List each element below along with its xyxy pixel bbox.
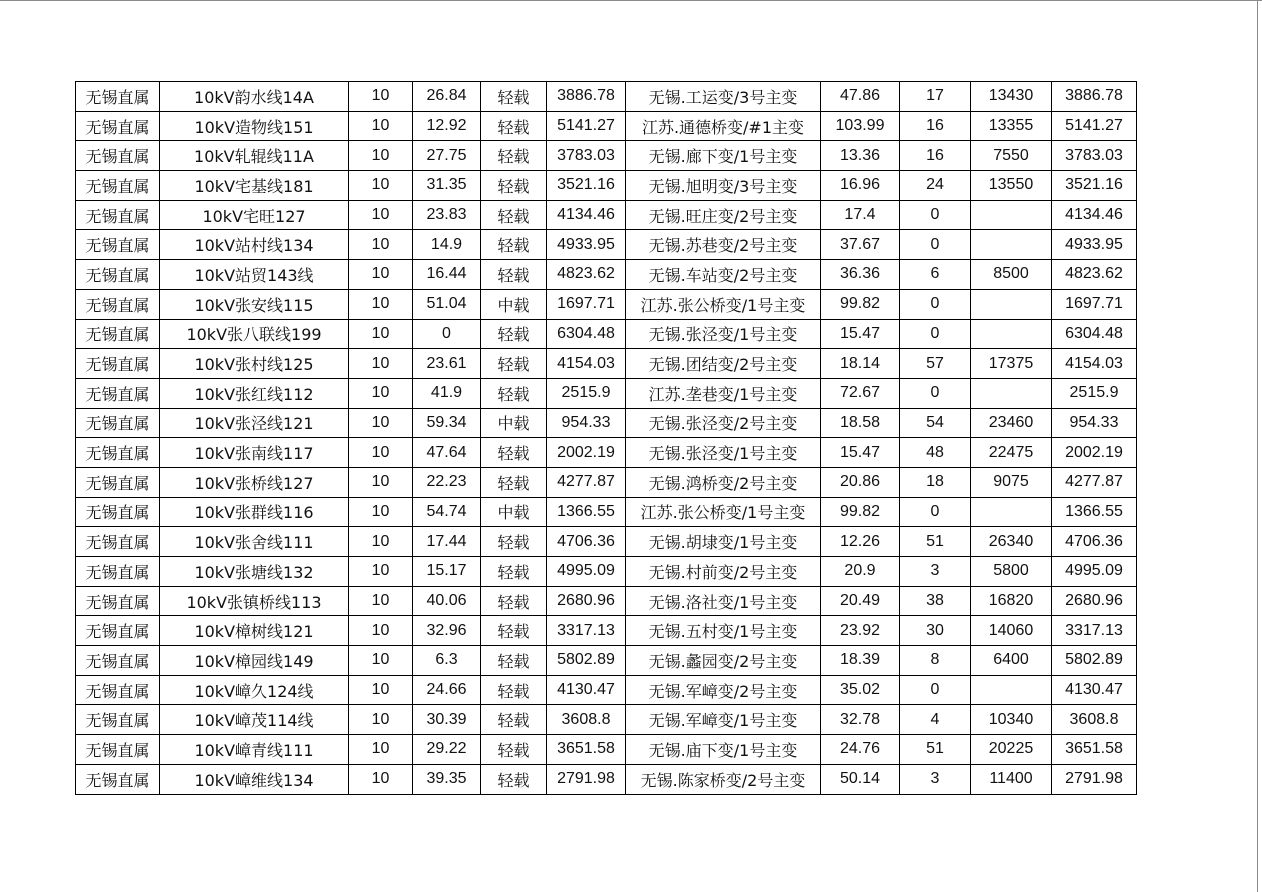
load-status-cell: 轻载 [481,230,547,260]
capacity-margin-cell: 1697.71 [547,289,626,319]
company-cell: 无锡直属 [76,646,160,676]
capacity-cell: 14060 [971,616,1052,646]
count-cell: 3 [900,764,971,794]
table-row [76,378,1137,408]
company-cell: 无锡直属 [76,527,160,557]
margin-cell: 2791.98 [1052,764,1137,794]
table-row [76,289,1137,319]
capacity-cell: 20225 [971,735,1052,765]
company-cell: 无锡直属 [76,705,160,735]
transformer-load-cell: 23.92 [821,616,900,646]
table-row [76,586,1137,616]
substation-transformer-cell: 江苏.通德桥变/#1主变 [626,111,821,141]
feeder-name-cell: 10kV宅旺127 [160,200,349,230]
transformer-load-cell: 103.99 [821,111,900,141]
capacity-cell [971,675,1052,705]
capacity-margin-cell: 2002.19 [547,438,626,468]
load-status-cell: 轻载 [481,111,547,141]
table-row [76,408,1137,438]
count-cell: 0 [900,497,971,527]
substation-transformer-cell: 无锡.张泾变/1号主变 [626,438,821,468]
table-row [76,349,1137,379]
company-cell: 无锡直属 [76,764,160,794]
load-rate-cell: 23.83 [413,200,481,230]
company-cell: 无锡直属 [76,497,160,527]
feeder-name-cell: 10kV宅基线181 [160,171,349,201]
voltage-cell: 10 [349,349,413,379]
transformer-load-cell: 18.58 [821,408,900,438]
table-row [76,141,1137,171]
table-row [76,557,1137,587]
transformer-load-cell: 47.86 [821,82,900,112]
voltage-cell: 10 [349,200,413,230]
load-status-cell: 轻载 [481,438,547,468]
capacity-margin-cell: 954.33 [547,408,626,438]
load-status-cell: 轻载 [481,586,547,616]
capacity-margin-cell: 6304.48 [547,319,626,349]
load-rate-cell: 30.39 [413,705,481,735]
feeder-name-cell: 10kV韵水线14A [160,82,349,112]
feeder-name-cell: 10kV张舍线111 [160,527,349,557]
substation-transformer-cell: 无锡.车站变/2号主变 [626,260,821,290]
transformer-load-cell: 15.47 [821,319,900,349]
load-status-cell: 轻载 [481,675,547,705]
substation-transformer-cell: 无锡.村前变/2号主变 [626,557,821,587]
transformer-load-cell: 50.14 [821,764,900,794]
capacity-cell: 7550 [971,141,1052,171]
load-rate-cell: 17.44 [413,527,481,557]
voltage-cell: 10 [349,260,413,290]
company-cell: 无锡直属 [76,616,160,646]
table-row [76,438,1137,468]
count-cell: 0 [900,289,971,319]
load-rate-cell: 31.35 [413,171,481,201]
load-status-cell: 轻载 [481,349,547,379]
voltage-cell: 10 [349,230,413,260]
capacity-margin-cell: 4995.09 [547,557,626,587]
margin-cell: 5141.27 [1052,111,1137,141]
substation-transformer-cell: 无锡.团结变/2号主变 [626,349,821,379]
transformer-load-cell: 37.67 [821,230,900,260]
capacity-margin-cell: 4134.46 [547,200,626,230]
capacity-cell: 23460 [971,408,1052,438]
feeder-name-cell: 10kV张南线117 [160,438,349,468]
margin-cell: 4933.95 [1052,230,1137,260]
table-body [76,82,1137,795]
company-cell: 无锡直属 [76,289,160,319]
margin-cell: 2002.19 [1052,438,1137,468]
company-cell: 无锡直属 [76,467,160,497]
capacity-margin-cell: 3608.8 [547,705,626,735]
count-cell: 16 [900,141,971,171]
voltage-cell: 10 [349,467,413,497]
voltage-cell: 10 [349,319,413,349]
transformer-load-cell: 18.14 [821,349,900,379]
capacity-cell [971,230,1052,260]
company-cell: 无锡直属 [76,586,160,616]
substation-transformer-cell: 无锡.旭明变/3号主变 [626,171,821,201]
substation-transformer-cell: 江苏.张公桥变/1号主变 [626,289,821,319]
capacity-margin-cell: 4154.03 [547,349,626,379]
capacity-cell [971,319,1052,349]
capacity-margin-cell: 1366.55 [547,497,626,527]
transformer-load-cell: 15.47 [821,438,900,468]
load-rate-cell: 16.44 [413,260,481,290]
count-cell: 0 [900,230,971,260]
table-row [76,467,1137,497]
company-cell: 无锡直属 [76,438,160,468]
load-status-cell: 轻载 [481,378,547,408]
margin-cell: 4130.47 [1052,675,1137,705]
count-cell: 54 [900,408,971,438]
capacity-margin-cell: 4277.87 [547,467,626,497]
load-status-cell: 轻载 [481,319,547,349]
substation-transformer-cell: 江苏.垄巷变/1号主变 [626,378,821,408]
table-row [76,82,1137,112]
voltage-cell: 10 [349,497,413,527]
count-cell: 51 [900,527,971,557]
table-row [76,616,1137,646]
count-cell: 0 [900,319,971,349]
capacity-cell: 26340 [971,527,1052,557]
count-cell: 6 [900,260,971,290]
voltage-cell: 10 [349,675,413,705]
table-row [76,735,1137,765]
load-status-cell: 轻载 [481,764,547,794]
feeder-name-cell: 10kV嶂茂114线 [160,705,349,735]
company-cell: 无锡直属 [76,557,160,587]
voltage-cell: 10 [349,378,413,408]
table-row [76,111,1137,141]
feeder-name-cell: 10kV张红线112 [160,378,349,408]
voltage-cell: 10 [349,289,413,319]
count-cell: 30 [900,616,971,646]
voltage-cell: 10 [349,111,413,141]
load-status-cell: 轻载 [481,557,547,587]
capacity-cell: 8500 [971,260,1052,290]
voltage-cell: 10 [349,764,413,794]
feeder-name-cell: 10kV张桥线127 [160,467,349,497]
table-row [76,497,1137,527]
capacity-cell: 22475 [971,438,1052,468]
margin-cell: 3886.78 [1052,82,1137,112]
table-row [76,230,1137,260]
substation-transformer-cell: 江苏.张公桥变/1号主变 [626,497,821,527]
margin-cell: 3608.8 [1052,705,1137,735]
table-row [76,646,1137,676]
load-status-cell: 轻载 [481,735,547,765]
voltage-cell: 10 [349,586,413,616]
transformer-load-cell: 16.96 [821,171,900,201]
company-cell: 无锡直属 [76,408,160,438]
capacity-cell: 13430 [971,82,1052,112]
count-cell: 0 [900,378,971,408]
count-cell: 57 [900,349,971,379]
voltage-cell: 10 [349,141,413,171]
load-rate-cell: 22.23 [413,467,481,497]
transformer-load-cell: 99.82 [821,289,900,319]
capacity-cell: 16820 [971,586,1052,616]
capacity-cell [971,378,1052,408]
transformer-load-cell: 20.9 [821,557,900,587]
table-row [76,200,1137,230]
margin-cell: 1697.71 [1052,289,1137,319]
voltage-cell: 10 [349,438,413,468]
transformer-load-cell: 12.26 [821,527,900,557]
voltage-cell: 10 [349,705,413,735]
load-status-cell: 轻载 [481,705,547,735]
capacity-cell: 13355 [971,111,1052,141]
page-top-edge [0,0,1262,1]
feeder-load-table [75,81,1137,795]
company-cell: 无锡直属 [76,200,160,230]
load-status-cell: 轻载 [481,527,547,557]
substation-transformer-cell: 无锡.胡埭变/1号主变 [626,527,821,557]
load-rate-cell: 51.04 [413,289,481,319]
count-cell: 24 [900,171,971,201]
voltage-cell: 10 [349,557,413,587]
margin-cell: 3651.58 [1052,735,1137,765]
load-status-cell: 轻载 [481,260,547,290]
table-row [76,260,1137,290]
transformer-load-cell: 35.02 [821,675,900,705]
capacity-margin-cell: 4130.47 [547,675,626,705]
company-cell: 无锡直属 [76,378,160,408]
substation-transformer-cell: 无锡.工运变/3号主变 [626,82,821,112]
transformer-load-cell: 72.67 [821,378,900,408]
substation-transformer-cell: 无锡.洛社变/1号主变 [626,586,821,616]
margin-cell: 4706.36 [1052,527,1137,557]
capacity-margin-cell: 5802.89 [547,646,626,676]
count-cell: 48 [900,438,971,468]
voltage-cell: 10 [349,171,413,201]
margin-cell: 954.33 [1052,408,1137,438]
load-rate-cell: 40.06 [413,586,481,616]
page-right-edge [1257,0,1258,892]
transformer-load-cell: 13.36 [821,141,900,171]
company-cell: 无锡直属 [76,349,160,379]
load-rate-cell: 14.9 [413,230,481,260]
voltage-cell: 10 [349,82,413,112]
count-cell: 0 [900,675,971,705]
count-cell: 51 [900,735,971,765]
margin-cell: 2680.96 [1052,586,1137,616]
load-rate-cell: 54.74 [413,497,481,527]
company-cell: 无锡直属 [76,319,160,349]
count-cell: 38 [900,586,971,616]
substation-transformer-cell: 无锡.蠡园变/2号主变 [626,646,821,676]
capacity-margin-cell: 2791.98 [547,764,626,794]
capacity-margin-cell: 5141.27 [547,111,626,141]
load-rate-cell: 15.17 [413,557,481,587]
substation-transformer-cell: 无锡.张泾变/2号主变 [626,408,821,438]
voltage-cell: 10 [349,646,413,676]
margin-cell: 2515.9 [1052,378,1137,408]
substation-transformer-cell: 无锡.鸿桥变/2号主变 [626,467,821,497]
table-row [76,527,1137,557]
table-row [76,319,1137,349]
feeder-name-cell: 10kV张安线115 [160,289,349,319]
margin-cell: 4134.46 [1052,200,1137,230]
feeder-name-cell: 10kV张塘线132 [160,557,349,587]
table-row [76,171,1137,201]
transformer-load-cell: 20.86 [821,467,900,497]
feeder-name-cell: 10kV张群线116 [160,497,349,527]
load-rate-cell: 0 [413,319,481,349]
capacity-margin-cell: 3521.16 [547,171,626,201]
transformer-load-cell: 20.49 [821,586,900,616]
substation-transformer-cell: 无锡.陈家桥变/2号主变 [626,764,821,794]
count-cell: 18 [900,467,971,497]
load-rate-cell: 59.34 [413,408,481,438]
capacity-cell: 9075 [971,467,1052,497]
feeder-name-cell: 10kV站村线134 [160,230,349,260]
load-rate-cell: 12.92 [413,111,481,141]
substation-transformer-cell: 无锡.廊下变/1号主变 [626,141,821,171]
feeder-name-cell: 10kV嶂久124线 [160,675,349,705]
feeder-name-cell: 10kV嶂维线134 [160,764,349,794]
capacity-cell: 13550 [971,171,1052,201]
load-rate-cell: 6.3 [413,646,481,676]
transformer-load-cell: 24.76 [821,735,900,765]
substation-transformer-cell: 无锡.旺庄变/2号主变 [626,200,821,230]
capacity-cell [971,200,1052,230]
substation-transformer-cell: 无锡.张泾变/1号主变 [626,319,821,349]
substation-transformer-cell: 无锡.庙下变/1号主变 [626,735,821,765]
load-status-cell: 轻载 [481,200,547,230]
capacity-cell [971,289,1052,319]
feeder-name-cell: 10kV造物线151 [160,111,349,141]
load-status-cell: 轻载 [481,141,547,171]
margin-cell: 4277.87 [1052,467,1137,497]
feeder-name-cell: 10kV嶂青线111 [160,735,349,765]
company-cell: 无锡直属 [76,171,160,201]
feeder-name-cell: 10kV樟园线149 [160,646,349,676]
margin-cell: 4995.09 [1052,557,1137,587]
load-status-cell: 轻载 [481,467,547,497]
transformer-load-cell: 18.39 [821,646,900,676]
load-status-cell: 中载 [481,408,547,438]
company-cell: 无锡直属 [76,260,160,290]
capacity-cell: 6400 [971,646,1052,676]
substation-transformer-cell: 无锡.五村变/1号主变 [626,616,821,646]
load-rate-cell: 32.96 [413,616,481,646]
company-cell: 无锡直属 [76,675,160,705]
table-row [76,705,1137,735]
load-status-cell: 轻载 [481,171,547,201]
transformer-load-cell: 36.36 [821,260,900,290]
capacity-margin-cell: 4706.36 [547,527,626,557]
count-cell: 16 [900,111,971,141]
capacity-margin-cell: 3651.58 [547,735,626,765]
margin-cell: 3521.16 [1052,171,1137,201]
voltage-cell: 10 [349,616,413,646]
substation-transformer-cell: 无锡.军嶂变/1号主变 [626,705,821,735]
capacity-cell: 5800 [971,557,1052,587]
margin-cell: 6304.48 [1052,319,1137,349]
margin-cell: 3317.13 [1052,616,1137,646]
substation-transformer-cell: 无锡.军嶂变/2号主变 [626,675,821,705]
company-cell: 无锡直属 [76,82,160,112]
voltage-cell: 10 [349,527,413,557]
load-rate-cell: 27.75 [413,141,481,171]
transformer-load-cell: 17.4 [821,200,900,230]
voltage-cell: 10 [349,735,413,765]
load-rate-cell: 24.66 [413,675,481,705]
capacity-margin-cell: 4823.62 [547,260,626,290]
load-rate-cell: 26.84 [413,82,481,112]
capacity-margin-cell: 3317.13 [547,616,626,646]
load-status-cell: 轻载 [481,616,547,646]
feeder-name-cell: 10kV张镇桥线113 [160,586,349,616]
company-cell: 无锡直属 [76,735,160,765]
count-cell: 3 [900,557,971,587]
capacity-margin-cell: 2515.9 [547,378,626,408]
capacity-margin-cell: 2680.96 [547,586,626,616]
capacity-cell [971,497,1052,527]
company-cell: 无锡直属 [76,111,160,141]
margin-cell: 1366.55 [1052,497,1137,527]
table-row [76,675,1137,705]
margin-cell: 4823.62 [1052,260,1137,290]
load-status-cell: 中载 [481,497,547,527]
company-cell: 无锡直属 [76,141,160,171]
capacity-cell: 17375 [971,349,1052,379]
load-status-cell: 中载 [481,289,547,319]
capacity-margin-cell: 3783.03 [547,141,626,171]
capacity-cell: 10340 [971,705,1052,735]
load-rate-cell: 29.22 [413,735,481,765]
feeder-name-cell: 10kV张村线125 [160,349,349,379]
feeder-name-cell: 10kV轧辊线11A [160,141,349,171]
count-cell: 0 [900,200,971,230]
feeder-name-cell: 10kV张泾线121 [160,408,349,438]
load-rate-cell: 39.35 [413,764,481,794]
count-cell: 8 [900,646,971,676]
feeder-name-cell: 10kV樟树线121 [160,616,349,646]
voltage-cell: 10 [349,408,413,438]
capacity-margin-cell: 4933.95 [547,230,626,260]
count-cell: 4 [900,705,971,735]
margin-cell: 3783.03 [1052,141,1137,171]
load-rate-cell: 23.61 [413,349,481,379]
margin-cell: 4154.03 [1052,349,1137,379]
margin-cell: 5802.89 [1052,646,1137,676]
load-status-cell: 轻载 [481,82,547,112]
count-cell: 17 [900,82,971,112]
load-rate-cell: 47.64 [413,438,481,468]
feeder-name-cell: 10kV站贸143线 [160,260,349,290]
capacity-margin-cell: 3886.78 [547,82,626,112]
table-row [76,764,1137,794]
capacity-cell: 11400 [971,764,1052,794]
transformer-load-cell: 32.78 [821,705,900,735]
substation-transformer-cell: 无锡.苏巷变/2号主变 [626,230,821,260]
company-cell: 无锡直属 [76,230,160,260]
transformer-load-cell: 99.82 [821,497,900,527]
feeder-name-cell: 10kV张八联线199 [160,319,349,349]
load-status-cell: 轻载 [481,646,547,676]
load-rate-cell: 41.9 [413,378,481,408]
